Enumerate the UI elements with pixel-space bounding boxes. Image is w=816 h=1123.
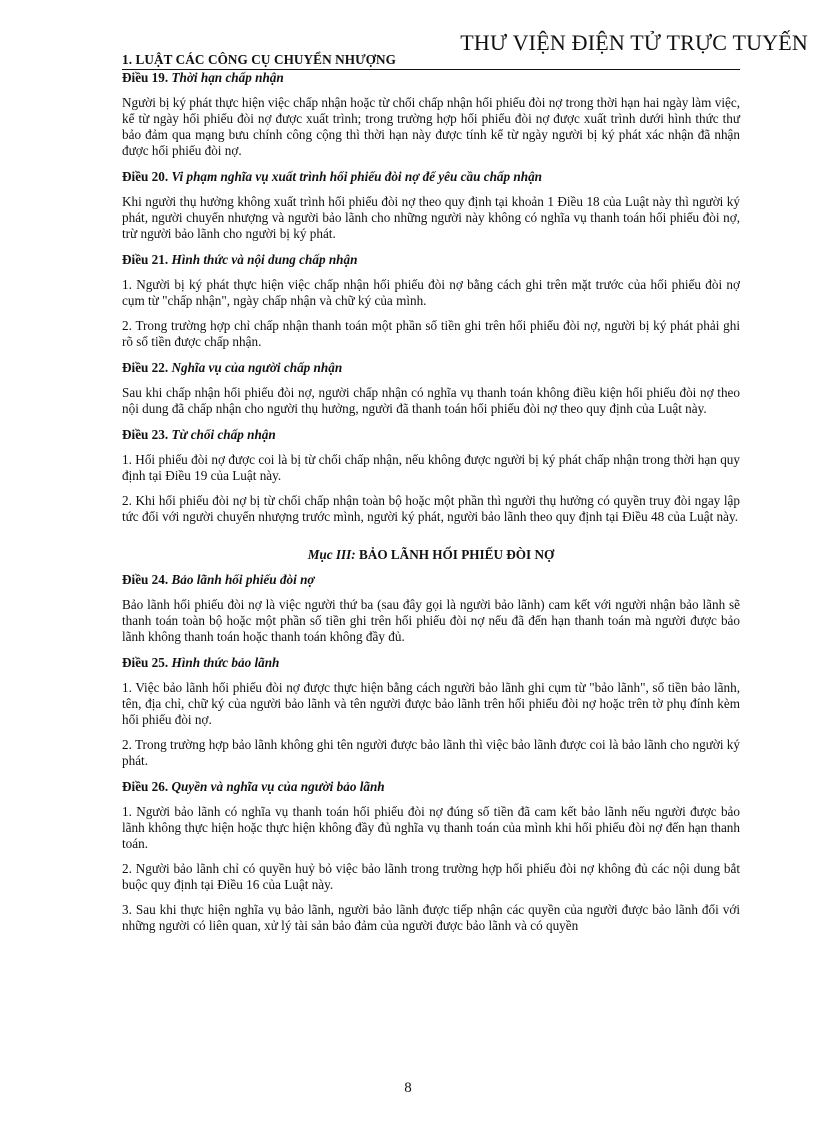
article-number: Điều 22.: [122, 360, 169, 375]
chapter-label: Mục III:: [307, 547, 356, 562]
article-paragraph: 2. Khi hối phiếu đòi nợ bị từ chối chấp nhận toàn bộ hoặc một phần thì người thụ hưởng có quyền truy đòi ngay lập tức đối với người chuyển nhượng trước mình, người ký phát, người bảo lãnh theo quy định tại Điều 48 của Luật này.: [122, 493, 740, 524]
article-heading: [122, 70, 740, 86]
article-number: Điều 26.: [122, 779, 169, 794]
article-paragraph: 2. Trong trường hợp chỉ chấp nhận thanh toán một phần số tiền ghi trên hối phiếu đòi nợ, người bị ký phát phải ghi rõ số tiền được chấp nhận.: [122, 318, 740, 349]
article-paragraph: 1. Việc bảo lãnh hối phiếu đòi nợ được thực hiện bằng cách người bảo lãnh ghi cụm từ "bảo lãnh", số tiền bảo lãnh, tên, địa chỉ, chữ ký của người bảo lãnh và tên người được bảo lãnh trên hối phiếu đòi nợ hoặc trên tờ phụ đính kèm hối phiếu đòi nợ.: [122, 680, 740, 727]
article-heading: [122, 655, 740, 671]
library-title: THƯ VIỆN ĐIỆN TỬ TRỰC TUYẾN: [460, 30, 808, 55]
article-heading: [122, 169, 740, 185]
article-heading: [122, 360, 740, 376]
article-title: Thời hạn chấp nhận: [171, 70, 284, 85]
article-heading: [122, 779, 740, 795]
article-number: Điều 20.: [122, 169, 169, 184]
articles-part-1: [122, 70, 740, 525]
article-title: Hình thức bảo lãnh: [171, 655, 280, 670]
article-number: Điều 24.: [122, 572, 169, 587]
article-title: Nghĩa vụ của người chấp nhận: [171, 360, 343, 375]
article-paragraph: Khi người thụ hưởng không xuất trình hối phiếu đòi nợ theo quy định tại khoản 1 Điều 18 của Luật này thì người ký phát, người chuyển nhượng và người bảo lãnh cho những người này không có nghĩa vụ thanh toán hối phiếu đòi nợ, trừ người bảo lãnh cho người bị ký phát.: [122, 194, 740, 241]
articles-part-2: [122, 572, 740, 934]
article-number: Điều 25.: [122, 655, 169, 670]
article-paragraph: Bảo lãnh hối phiếu đòi nợ là việc người thứ ba (sau đây gọi là người bảo lãnh) cam kết với người nhận bảo lãnh sẽ thanh toán toàn bộ hoặc một phần số tiền ghi trên hối phiếu đòi nợ nếu đã đến hạn thanh toán mà người được bảo lãnh không thanh toán hoặc thanh toán không đầy đủ.: [122, 597, 740, 644]
chapter-text: BẢO LÃNH HỐI PHIẾU ĐÒI NỢ: [359, 547, 555, 562]
document-page: [122, 52, 740, 934]
article-paragraph: 3. Sau khi thực hiện nghĩa vụ bảo lãnh, người bảo lãnh được tiếp nhận các quyền của người được bảo lãnh đối với những người có liên quan, xử lý tài sản bảo đảm của người được bảo lãnh và có quyền: [122, 902, 740, 933]
section-title: 1. LUẬT CÁC CÔNG CỤ CHUYỂN NHƯỢNG: [122, 52, 740, 70]
article-title: Vi phạm nghĩa vụ xuất trình hối phiếu đòi nợ để yêu cầu chấp nhận: [171, 169, 543, 184]
article-number: Điều 23.: [122, 427, 169, 442]
article-paragraph: Sau khi chấp nhận hối phiếu đòi nợ, người chấp nhận có nghĩa vụ thanh toán không điều kiện hối phiếu đòi nợ theo nội dung đã chấp nhận cho người thụ hưởng, người đã thanh toán hối phiếu đòi nợ theo quy định của Luật này.: [122, 385, 740, 416]
page-number: 8: [404, 1080, 412, 1096]
article-title: Hình thức và nội dung chấp nhận: [171, 252, 358, 267]
article-number: Điều 21.: [122, 252, 169, 267]
article-paragraph: 1. Hối phiếu đòi nợ được coi là bị từ chối chấp nhận, nếu không được người bị ký phát chấp nhận trong thời hạn quy định tại Điều 19 của Luật này.: [122, 452, 740, 483]
article-heading: [122, 427, 740, 443]
article-heading: [122, 252, 740, 268]
article-heading: [122, 572, 740, 588]
article-paragraph: 2. Trong trường hợp bảo lãnh không ghi tên người được bảo lãnh thì việc bảo lãnh được coi là bảo lãnh cho người ký phát.: [122, 737, 740, 768]
article-title: Bảo lãnh hối phiếu đòi nợ: [171, 572, 315, 587]
article-paragraph: 2. Người bảo lãnh chỉ có quyền huỷ bỏ việc bảo lãnh trong trường hợp hối phiếu đòi nợ không đủ các nội dung bắt buộc quy định tại Điều 16 của Luật này.: [122, 861, 740, 892]
article-paragraph: Người bị ký phát thực hiện việc chấp nhận hoặc từ chối chấp nhận hối phiếu đòi nợ trong thời hạn hai ngày làm việc, kể từ ngày hối phiếu đòi nợ được xuất trình; trong trường hợp hối phiếu đòi nợ được xuất trình dưới hình thức thư bảo đảm qua mạng bưu chính công cộng thì thời hạn này được tính kể từ ngày người bị ký phát xác nhận đã nhận được hối phiếu đòi nợ.: [122, 95, 740, 158]
chapter-heading: [122, 547, 740, 563]
article-paragraph: 1. Người bảo lãnh có nghĩa vụ thanh toán hối phiếu đòi nợ đúng số tiền đã cam kết bảo lãnh nếu người được bảo lãnh không thực hiện hoặc thực hiện không đầy đủ nghĩa vụ thanh toán của mình khi hối phiếu đòi nợ đến hạn thanh toán.: [122, 804, 740, 851]
article-number: Điều 19.: [122, 70, 169, 85]
article-title: Từ chối chấp nhận: [171, 427, 276, 442]
article-paragraph: 1. Người bị ký phát thực hiện việc chấp nhận hối phiếu đòi nợ bằng cách ghi trên mặt trước của hối phiếu đòi nợ cụm từ "chấp nhận", ngày chấp nhận và chữ ký của mình.: [122, 277, 740, 308]
article-title: Quyền và nghĩa vụ của người bảo lãnh: [171, 779, 385, 794]
